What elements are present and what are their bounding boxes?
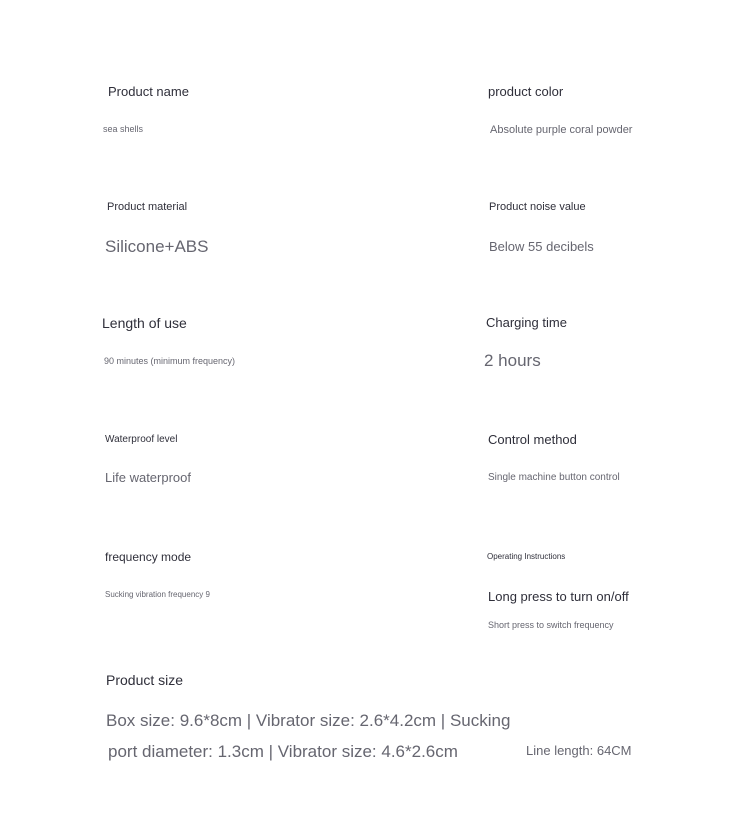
operating-instructions-line2: Short press to switch frequency <box>488 620 614 630</box>
line-length-value: Line length: 64CM <box>526 743 632 758</box>
product-color-value: Absolute purple coral powder <box>490 124 633 136</box>
control-method-value: Single machine button control <box>488 472 620 483</box>
product-name-value: sea shells <box>103 124 144 134</box>
product-size-label: Product size <box>106 672 184 688</box>
product-material-label: Product material <box>107 201 188 213</box>
waterproof-level-value: Life waterproof <box>105 470 191 485</box>
length-of-use-value: 90 minutes (minimum frequency) <box>104 356 236 366</box>
charging-time-value: 2 hours <box>484 351 541 370</box>
control-method-label: Control method <box>488 432 577 447</box>
product-size-line2: port diameter: 1.3cm | Vibrator size: 4.6*2.6cm <box>108 742 458 761</box>
charging-time-label: Charging time <box>486 315 567 330</box>
noise-value-label: Product noise value <box>489 201 586 213</box>
waterproof-level-label: Waterproof level <box>105 434 178 445</box>
product-color-label: product color <box>488 84 564 99</box>
product-material-value: Silicone+ABS <box>105 237 209 256</box>
frequency-mode-label: frequency mode <box>105 550 192 564</box>
product-size-line1: Box size: 9.6*8cm | Vibrator size: 2.6*4.2cm | Sucking <box>106 711 511 730</box>
operating-instructions-line1: Long press to turn on/off <box>488 589 629 604</box>
frequency-mode-value: Sucking vibration frequency 9 <box>105 590 210 599</box>
length-of-use-label: Length of use <box>102 315 187 331</box>
operating-instructions-label: Operating Instructions <box>487 552 566 561</box>
product-name-label: Product name <box>108 84 189 99</box>
noise-value-value: Below 55 decibels <box>489 239 594 254</box>
